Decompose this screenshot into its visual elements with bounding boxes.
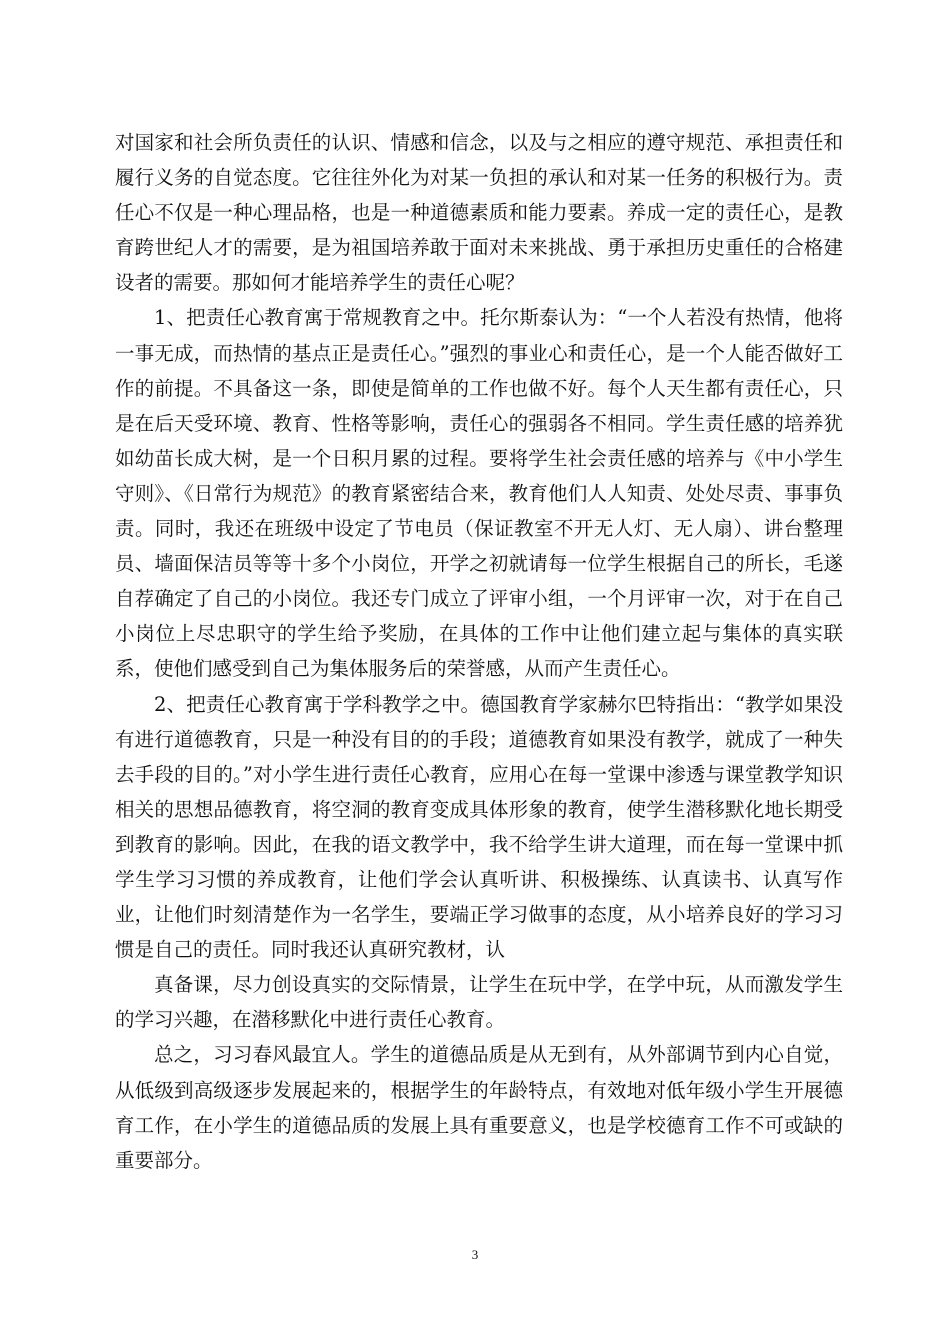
document-body: [115, 125, 843, 1178]
page-number: 3: [471, 1247, 479, 1262]
paragraph-lesson-preparation: 真备课，尽力创设真实的交际情景，让学生在玩中学，在学中玩，从而激发学生的学习兴趣，在潜移默化中进行责任心教育。: [115, 973, 843, 1032]
paragraph-subject-teaching: 2、把责任心教育寓于学科教学之中。德国教育学家赫尔巴特指出：“教学如果没有进行道德教育，只是一种没有目的的手段；道德教育如果没有教学，就成了一种失去手段的目的。”对小学生进行责任心教育，应用心在每一堂课中渗透与课堂教学知识相关的思想品德教育，将空洞的教育变成具体形象的教育，使学生潜移默化地长期受到教育的影响。因此，在我的语文教学中，我不给学生讲大道理，而在每一堂课中抓学生学习习惯的养成教育，让他们学会认真听讲、积极操练、认真读书、认真写作业，让他们时刻清楚作为一名学生，要端正学习做事的态度，从小培养良好的学习习惯是自己的责任。同时我还认真研究教材，认: [115, 692, 843, 962]
paragraph-routine-education: 1、把责任心教育寓于常规教育之中。托尔斯泰认为：“一个人若没有热情，他将一事无成，而热情的基点正是责任心。”强烈的事业心和责任心，是一个人能否做好工作的前提。不具备这一条，即使是简单的工作也做不好。每个人天生都有责任心，只是在后天受环境、教育、性格等影响，责任心的强弱各不相同。学生责任感的培养犹如幼苗长成大树，是一个日积月累的过程。要将学生社会责任感的培养与《中小学生守则》、《日常行为规范》的教育紧密结合来，教育他们人人知责、处处尽责、事事负责。同时，我还在班级中设定了节电员（保证教室不开无人灯、无人扇）、讲台整理员、墙面保洁员等等十多个小岗位，开学之初就请每一位学生根据自己的所长，毛遂自荐确定了自己的小岗位。我还专门成立了评审小组，一个月评审一次，对于在自己小岗位上尽忠职守的学生给予奖励，在具体的工作中让他们建立起与集体的真实联系，使他们感受到自己为集体服务后的荣誉感，从而产生责任心。: [115, 306, 843, 681]
paragraph-conclusion: 总之，习习春风最宜人。学生的道德品质是从无到有，从外部调节到内心自觉，从低级到高级逐步发展起来的，根据学生的年龄特点，有效地对低年级小学生开展德育工作，在小学生的道德品质的发展上具有重要意义，也是学校德育工作不可或缺的重要部分。: [115, 1043, 843, 1172]
paragraph-responsibility-definition: 对国家和社会所负责任的认识、情感和信念，以及与之相应的遵守规范、承担责任和履行义务的自觉态度。它往往外化为对某一负担的承认和对某一任务的积极行为。责任心不仅是一种心理品格，也是一种道德素质和能力要素。养成一定的责任心，是教育跨世纪人才的需要，是为祖国培养敢于面对未来挑战、勇于承担历史重任的合格建设者的需要。那如何才能培养学生的责任心呢？: [115, 131, 843, 295]
